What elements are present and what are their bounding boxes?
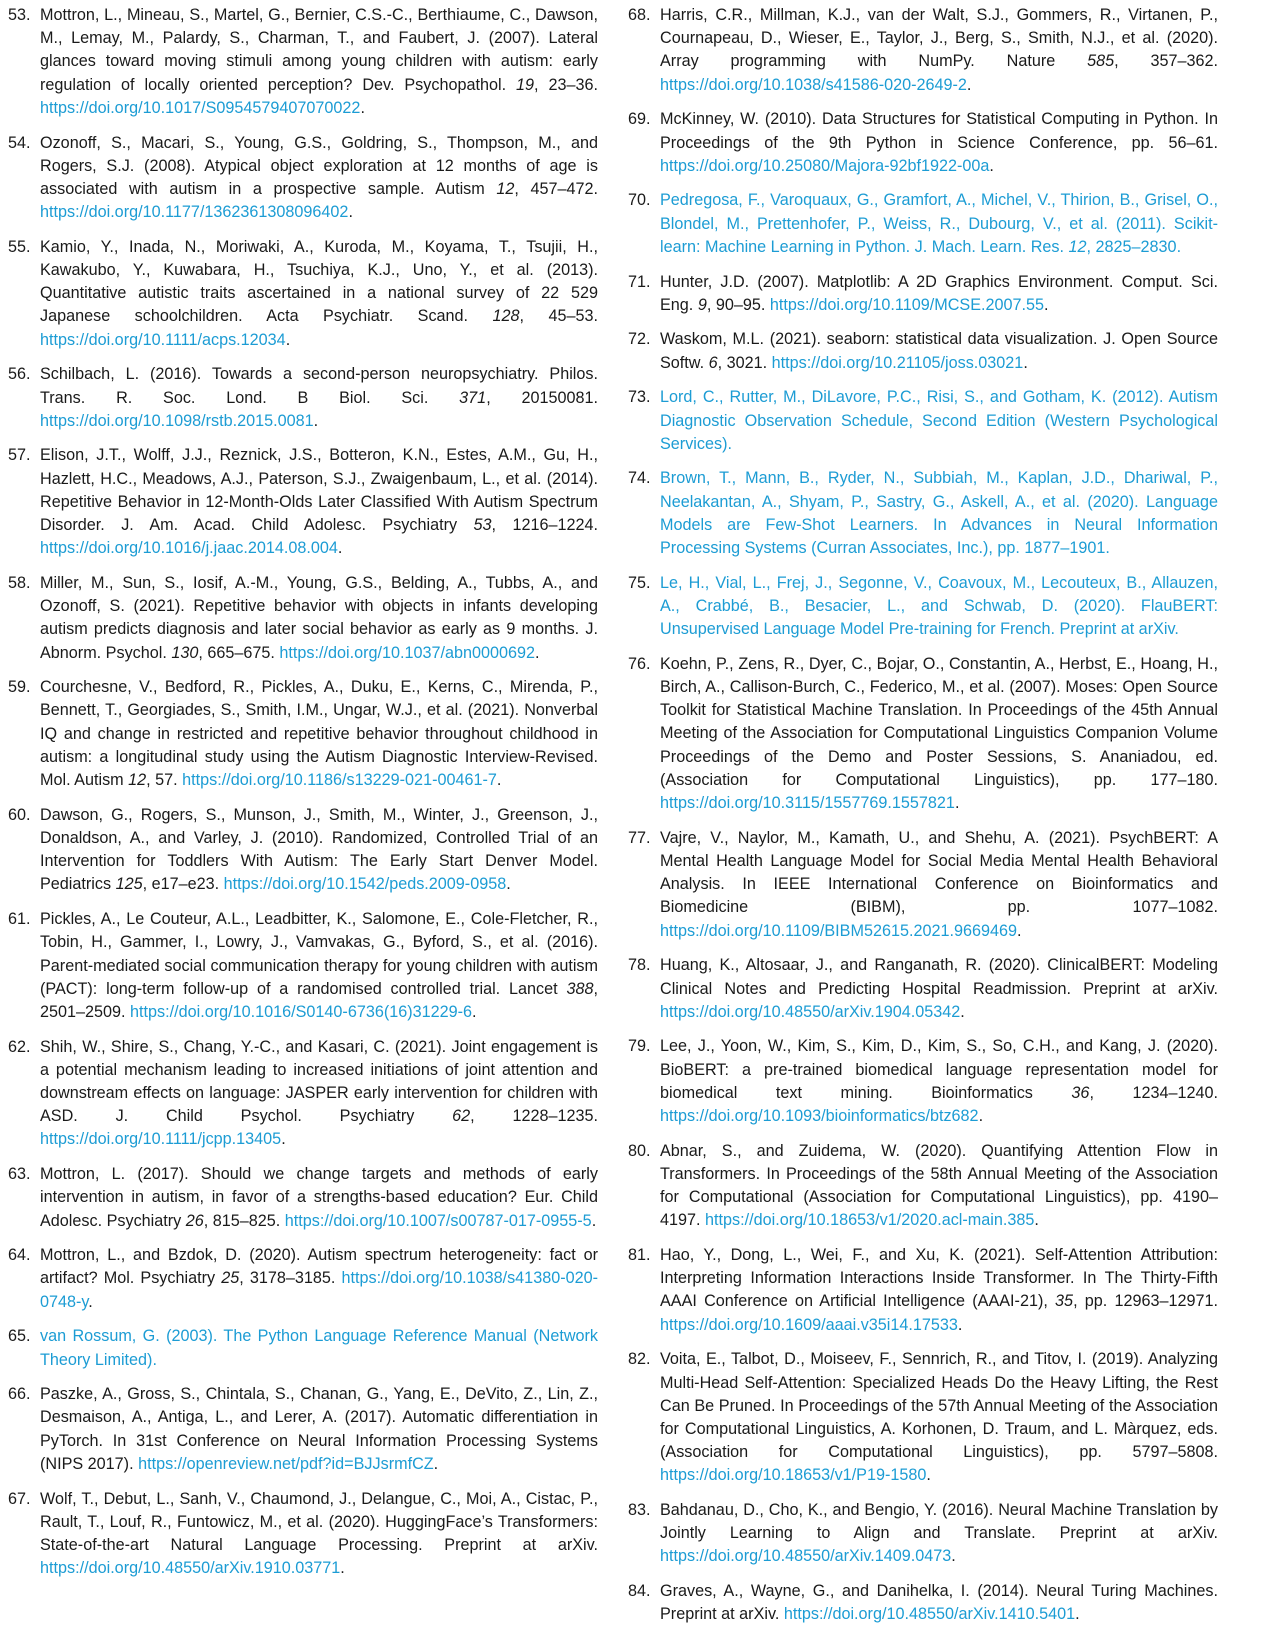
reference-number: 75. — [628, 573, 651, 592]
reference-number: 84. — [628, 1582, 651, 1601]
reference-text — [660, 1035, 1218, 1128]
citation-end: . — [1034, 1211, 1039, 1230]
reference-item — [628, 572, 1218, 642]
citation-text: Pickles, A., Le Couteur, A.L., Leadbitter, K., Salomone, E., Cole-Fletcher, R., Tobin, H., Gammer, I., Lowry, J., Vamvakas, G., Byford, S., et al. (2016). Parent-mediated social communication therapy for young children with autism (PACT): long-term follow-up of a randomised controlled trial. Lancet — [40, 910, 598, 998]
volume-number: 19 — [516, 75, 535, 94]
citation-end: . — [152, 1350, 157, 1369]
reference-item — [628, 827, 1218, 943]
reference-number: 76. — [628, 654, 651, 673]
reference-item — [8, 363, 598, 433]
reference-item — [8, 1036, 598, 1152]
reference-text — [660, 1140, 1218, 1233]
citation-text: Kamio, Y., Inada, N., Moriwaki, A., Kuroda, M., Koyama, T., Tsujii, H., Kawakubo, Y., Kuwabara, H., Tsuchiya, K.J., Uno, Y., et al. (2013). Quantitative autistic traits ascertained in a national survey of 22 529 Japanese schoolchildren. Acta Psychiatr. Scand. — [40, 237, 598, 326]
reference-text — [660, 271, 1218, 317]
citation-end: . — [1105, 539, 1110, 558]
reference-item — [628, 1580, 1218, 1626]
reference-text — [660, 653, 1218, 815]
reference-number: 54. — [8, 133, 31, 152]
doi-link[interactable]: https://doi.org/10.1016/S0140-6736(16)31229-6 — [130, 1002, 473, 1021]
reference-text — [660, 827, 1218, 943]
reference-item — [628, 1140, 1218, 1233]
citation-text: , 815–825. — [203, 1211, 285, 1230]
citation-text: , 90–95. — [706, 295, 770, 314]
citation-end: . — [727, 434, 732, 453]
citation-text: Vajre, V., Naylor, M., Kamath, U., and Shehu, A. (2021). PsychBERT: A Mental Health Language Model for Social Media Mental Health Behavioral Analysis. In IEEE International Conference on Bioinformatics and Biomedicine (BIBM), pp. 1077–1082. — [660, 828, 1218, 917]
reference-link[interactable]: Pedregosa, F., Varoquaux, G., Gramfort, A., Michel, V., Thirion, B., Grisel, O., Blondel, M., Prettenhofer, P., Weiss, R., Dubourg, V., et al. (2011). Scikit-learn: Machine Learning in Python. J. Mach. Learn. Res. — [660, 191, 1218, 256]
citation-text: McKinney, W. (2010). Data Structures for Statistical Computing in Python. In Proceedings of the 9th Python in Science Conference, pp. 56–61. — [660, 110, 1218, 152]
citation-end: . — [1176, 237, 1182, 256]
citation-text: Elison, J.T., Wolff, J.J., Reznick, J.S., Botteron, K.N., Estes, A.M., Gu, H., Hazlett, H.C., Meadows, A.J., Paterson, S.J., Zwaigenbaum, L., et al. (2014). Repetitive Behavior in 12-Month-Olds Later Classified With Autism Spectrum Disorder. J. Am. Acad. Child Adolesc. Psychiatry — [40, 446, 598, 535]
citation-text: Abnar, S., and Zuidema, W. (2020). Quantifying Attention Flow in Transformers. In Proceedings of the 58th Annual Meeting of the Association for Computational (Association for Computational Linguistics), pp. 4190–4197. — [660, 1141, 1218, 1230]
doi-link[interactable]: https://doi.org/10.18653/v1/P19-1580 — [660, 1466, 927, 1485]
reference-item — [8, 1244, 598, 1314]
reference-text — [660, 572, 1218, 642]
reference-number: 82. — [628, 1350, 651, 1369]
citation-end: . — [1023, 353, 1028, 372]
volume-number: 12 — [496, 179, 515, 198]
reference-item — [8, 676, 598, 792]
citation-text: Hao, Y., Dong, L., Wei, F., and Xu, K. (2021). Self-Attention Attribution: Interpreting Information Interactions Inside Transformer. In The Thirty-Fifth AAAI Conference on Artificial Intelligence (AAAI-21), — [660, 1246, 1218, 1311]
citation-text: , 3021. — [717, 353, 772, 372]
reference-text — [660, 328, 1218, 374]
volume-number: 35 — [1055, 1292, 1074, 1311]
doi-link[interactable]: https://openreview.net/pdf?id=BJJsrmfCZ — [138, 1454, 434, 1473]
citation-end: . — [1044, 295, 1049, 314]
citation-text: Huang, K., Altosaar, J., and Ranganath, R. (2020). ClinicalBERT: Modeling Clinical Notes and Predicting Hospital Readmission. Preprint at arXiv. — [660, 956, 1218, 998]
citation-text: , 3178–3185. — [239, 1269, 342, 1288]
reference-text — [40, 676, 598, 792]
citation-end: . — [348, 203, 353, 222]
doi-link[interactable]: https://doi.org/10.48550/arXiv.1904.05342 — [660, 1002, 961, 1021]
reference-item — [628, 954, 1218, 1024]
doi-link[interactable]: https://doi.org/10.1098/rstb.2015.0081 — [40, 411, 314, 430]
reference-link[interactable]: Lord, C., Rutter, M., DiLavore, P.C., Risi, S., and Gotham, K. (2012). Autism Diagnostic Observation Schedule, Second Edition (Western Psychological Services) — [660, 388, 1218, 453]
doi-link[interactable]: https://doi.org/10.48550/arXiv.1910.03771 — [40, 1559, 341, 1578]
reference-text — [660, 1348, 1218, 1487]
reference-item — [628, 386, 1218, 456]
reference-item — [628, 1499, 1218, 1569]
citation-text: Harris, C.R., Millman, K.J., van der Walt, S.J., Gommers, R., Virtanen, P., Cournapeau, D., Wieser, E., Taylor, J., Berg, S., Smith, N.J., et al. (2020). Array programming with NumPy. Nature — [660, 6, 1218, 71]
reference-number: 79. — [628, 1037, 651, 1056]
citation-end: . — [535, 643, 540, 662]
reference-text — [40, 363, 598, 433]
reference-text — [660, 1244, 1218, 1337]
citation-text: Mottron, L., and Bzdok, D. (2020). Autism spectrum heterogeneity: fact or artifact? Mol. Psychiatry — [40, 1246, 598, 1288]
reference-link[interactable]: Le, H., Vial, L., Frej, J., Segonne, V., Coavoux, M., Lecouteux, B., Allauzen, A., Crabbé, B., Besacier, L., and Schwab, D. (2020). FlauBERT: Unsupervised Language Model Pre-training for French. Preprint at arXiv — [660, 573, 1218, 639]
citation-end: . — [506, 875, 511, 894]
reference-item — [8, 236, 598, 352]
reference-number: 81. — [628, 1246, 651, 1265]
reference-number: 66. — [8, 1385, 31, 1404]
reference-number: 72. — [628, 330, 651, 349]
citation-text: , 457–472. — [514, 179, 598, 198]
reference-column-right — [628, 4, 1218, 1638]
citation-end: . — [960, 1002, 965, 1021]
reference-item — [628, 653, 1218, 815]
doi-link[interactable]: https://doi.org/10.1038/s41380-020-0748-y — [40, 1269, 598, 1311]
reference-text — [40, 804, 598, 897]
citation-end: . — [433, 1454, 439, 1473]
reference-number: 69. — [628, 110, 651, 129]
reference-link[interactable]: van Rossum, G. (2003). The Python Language Reference Manual (Network Theory Limited) — [40, 1327, 598, 1369]
doi-link[interactable]: https://doi.org/10.25080/Majora-92bf1922-00a — [660, 156, 990, 175]
doi-link[interactable]: https://doi.org/10.1038/s41586-020-2649-2 — [660, 75, 967, 94]
reference-item — [8, 4, 598, 120]
citation-text: , 357–362. — [1114, 52, 1219, 71]
citation-text: , 1216–1224. — [491, 516, 598, 535]
reference-text — [40, 4, 598, 120]
reference-item — [8, 804, 598, 897]
citation-end: . — [340, 1559, 345, 1578]
doi-link[interactable]: https://doi.org/10.48550/arXiv.1410.5401 — [783, 1605, 1076, 1624]
citation-text: Hunter, J.D. (2007). Matplotlib: A 2D Graphics Environment. Comput. Sci. Eng. — [660, 272, 1218, 314]
reference-text — [40, 908, 598, 1024]
reference-item — [628, 1244, 1218, 1337]
volume-number: 36 — [1071, 1083, 1090, 1102]
reference-text — [40, 132, 598, 225]
citation-text: , 23–36. — [534, 75, 598, 94]
reference-item — [628, 1035, 1218, 1128]
reference-number: 63. — [8, 1165, 31, 1184]
citation-text: Voita, E., Talbot, D., Moiseev, F., Sennrich, R., and Titov, I. (2019). Analyzing Multi-Head Self-Attention: Specialized Heads Do the Heavy Lifting, the Rest Can Be Pruned. In Proceedings of the 57th Annual Meeting of the Association for Computational Linguistics, A. Korhonen, D. Traum, and L. Màrquez, eds. (Association for Computational Linguistics), pp. 5797–5808. — [660, 1350, 1218, 1462]
reference-number: 60. — [8, 805, 31, 824]
reference-item — [8, 444, 598, 560]
doi-link[interactable]: https://doi.org/10.21105/joss.03021 — [771, 353, 1024, 372]
doi-link[interactable]: https://doi.org/10.1037/abn0000692 — [279, 643, 536, 662]
reference-text — [40, 1244, 598, 1314]
citation-end: . — [957, 1315, 963, 1334]
citation-text: Graves, A., Wayne, G., and Danihelka, I. (2014). Neural Turing Machines. Preprint at arXiv. — [660, 1582, 1218, 1624]
citation-text: Lee, J., Yoon, W., Kim, S., Kim, D., Kim, S., So, C.H., and Kang, J. (2020). BioBERT: a pre-trained biomedical language representation model for biomedical text mining. Bioinformatics — [660, 1037, 1218, 1102]
doi-link[interactable]: https://doi.org/10.1109/MCSE.2007.55 — [769, 295, 1045, 314]
reference-number: 56. — [8, 365, 31, 384]
citation-text: , pp. 12963–12971. — [1073, 1292, 1218, 1311]
doi-link[interactable]: https://doi.org/10.1016/j.jaac.2014.08.004 — [40, 539, 338, 558]
citation-text: Paszke, A., Gross, S., Chintala, S., Chanan, G., Yang, E., DeVito, Z., Lin, Z., Desmaison, A., Antiga, L., and Lerer, A. (2017). Automatic differentiation in PyTorch. In 31st Conference on Neural Information Processing Systems (NIPS 2017). — [40, 1385, 598, 1473]
citation-end: . — [313, 411, 319, 430]
reference-link[interactable]: Brown, T., Mann, B., Ryder, N., Subbiah, M., Kaplan, J.D., Dhariwal, P., Neelakantan, A., Shyam, P., Sastry, G., Askell, A., et al. (2020). Language Models are Few-Shot Learners. In Advances in Neural Information Processing Systems (Curran Associates, Inc.), pp. 1877–1901 — [660, 469, 1218, 558]
reference-text — [660, 1580, 1218, 1626]
reference-item — [628, 1348, 1218, 1487]
citation-end: . — [285, 330, 291, 349]
reference-number: 73. — [628, 388, 651, 407]
doi-link[interactable]: https://doi.org/10.3115/1557769.1557821 — [660, 794, 955, 813]
reference-number: 65. — [8, 1327, 31, 1346]
citation-end: . — [337, 539, 343, 558]
reference-text — [40, 1383, 598, 1476]
reference-text — [660, 386, 1218, 456]
citation-text: Ozonoff, S., Macari, S., Young, G.S., Goldring, S., Thompson, M., and Rogers, S.J. (2008). Atypical object exploration at 12 months of age is associated with autism in a prospective sample. Autism — [40, 133, 598, 198]
citation-text: , 1234–1240. — [1089, 1083, 1218, 1102]
citation-text: , e17–e23. — [142, 875, 224, 894]
citation-end: . — [88, 1292, 93, 1311]
reference-number: 67. — [8, 1489, 31, 1508]
citation-text: Bahdanau, D., Cho, K., and Bengio, Y. (2016). Neural Machine Translation by Jointly Learning to Align and Translate. Preprint at arXiv. — [660, 1501, 1218, 1543]
reference-text — [660, 954, 1218, 1024]
citation-text: Miller, M., Sun, S., Iosif, A.-M., Young, G.S., Belding, A., Tubbs, A., and Ozonoff, S. (2021). Repetitive behavior with objects in infants developing autism predicts diagnosis and later social behavior as early as 9 months. J. Abnorm. Psychol. — [40, 573, 598, 662]
volume-number: 53 — [473, 516, 492, 535]
citation-text: , 665–675. — [198, 643, 280, 662]
citation-end: . — [978, 1107, 984, 1126]
citation-text: Mottron, L., Mineau, S., Martel, G., Bernier, C.S.-C., Berthiaume, C., Dawson, M., Lemay, M., Palardy, S., Charman, T., and Faubert, J. (2007). Lateral glances toward moving stimuli among young children with autism: early regulation of locally oriented perception? Dev. Psychopathol. — [40, 6, 598, 94]
citation-text: Wolf, T., Debut, L., Sanh, V., Chaumond, J., Delangue, C., Moi, A., Cistac, P., Rault, T., Louf, R., Funtowicz, M., et al. (2020). HuggingFace’s Transformers: State-of-the-art Natural Language Processing. Preprint at arXiv. — [40, 1489, 598, 1554]
reference-text — [40, 444, 598, 560]
reference-number: 55. — [8, 237, 31, 256]
citation-end: . — [496, 771, 502, 790]
reference-item — [8, 1163, 598, 1233]
citation-end: . — [966, 75, 972, 94]
reference-number: 78. — [628, 956, 651, 975]
reference-item — [8, 1488, 598, 1581]
reference-text — [660, 467, 1218, 560]
doi-link[interactable]: https://doi.org/10.1017/S0954579407070022 — [40, 98, 361, 117]
reference-number: 83. — [628, 1501, 651, 1520]
reference-text — [40, 1325, 598, 1371]
reference-item — [8, 132, 598, 225]
reference-text — [40, 1488, 598, 1581]
doi-link[interactable]: https://doi.org/10.1177/1362361308096402 — [40, 203, 349, 222]
volume-number: 130 — [171, 643, 199, 662]
citation-end: . — [926, 1466, 931, 1485]
volume-number: 25 — [221, 1269, 240, 1288]
doi-link[interactable]: https://doi.org/10.1007/s00787-017-0955-5 — [284, 1211, 592, 1230]
reference-item — [628, 189, 1218, 259]
citation-end: . — [954, 794, 960, 813]
volume-number: 9 — [697, 295, 707, 314]
reference-text — [660, 1499, 1218, 1569]
reference-number: 64. — [8, 1246, 31, 1265]
reference-number: 74. — [628, 469, 651, 488]
reference-item — [8, 908, 598, 1024]
reference-item — [628, 328, 1218, 374]
citation-end: . — [591, 1211, 597, 1230]
doi-link[interactable]: https://doi.org/10.18653/v1/2020.acl-main.385 — [705, 1211, 1035, 1230]
citation-end: . — [1174, 620, 1179, 639]
volume-number: 125 — [115, 875, 143, 894]
reference-number: 68. — [628, 6, 651, 24]
reference-number: 70. — [628, 191, 651, 210]
reference-number: 71. — [628, 272, 651, 291]
doi-link[interactable]: https://doi.org/10.48550/arXiv.1409.0473 — [660, 1547, 952, 1566]
reference-column-left — [8, 4, 598, 1592]
volume-number[interactable]: 12 — [1068, 237, 1087, 256]
reference-text — [40, 572, 598, 665]
citation-text: Dawson, G., Rogers, S., Munson, J., Smith, M., Winter, J., Greenson, J., Donaldson, A., and Varley, J. (2010). Randomized, Controlled Trial of an Intervention for Toddlers With Autism: The Early Start Denver Model. Pediatrics — [40, 805, 598, 894]
citation-end: . — [1075, 1605, 1080, 1624]
reference-number: 53. — [8, 6, 31, 24]
reference-text — [660, 108, 1218, 178]
reference-link[interactable]: , 2825–2830 — [1086, 237, 1177, 256]
citation-end: . — [989, 156, 994, 175]
reference-item — [628, 467, 1218, 560]
citation-end: . — [1017, 921, 1022, 940]
reference-text — [40, 1163, 598, 1233]
volume-number: 585 — [1087, 52, 1115, 71]
reference-item — [628, 4, 1218, 97]
volume-number: 388 — [566, 979, 594, 998]
citation-text: Waskom, M.L. (2021). seaborn: statistical data visualization. J. Open Source Softw. — [660, 330, 1218, 372]
citation-text: Mottron, L. (2017). Should we change targets and methods of early intervention in autism, in favor of a strengths-based education? Eur. Child Adolesc. Psychiatry — [40, 1165, 598, 1230]
volume-number: 62 — [452, 1107, 471, 1126]
citation-end: . — [281, 1130, 286, 1149]
volume-number: 371 — [459, 388, 487, 407]
citation-text: , 20150081. — [486, 388, 598, 407]
reference-item — [8, 1383, 598, 1476]
volume-number: 26 — [185, 1211, 204, 1230]
volume-number: 6 — [708, 353, 718, 372]
citation-text: Courchesne, V., Bedford, R., Pickles, A., Duku, E., Kerns, C., Mirenda, P., Bennett, T., Georgiades, S., Smith, I.M., Ungar, W.J., et al. (2021). Nonverbal IQ and change in restricted and repetitive behavior throughout childhood in autism: a longitudinal study using the Autism Diagnostic Interview-Revised. Mol. Autism — [40, 678, 598, 790]
doi-link[interactable]: https://doi.org/10.1609/aaai.v35i14.17533 — [660, 1315, 958, 1334]
citation-end: . — [951, 1547, 956, 1566]
reference-item — [8, 572, 598, 665]
reference-number: 58. — [8, 573, 31, 592]
citation-text: Schilbach, L. (2016). Towards a second-person neuropsychiatry. Philos. Trans. R. Soc. Lond. B Biol. Sci. — [40, 365, 598, 407]
reference-number: 57. — [8, 446, 31, 465]
doi-link[interactable]: https://doi.org/10.1186/s13229-021-00461-7 — [182, 771, 497, 790]
doi-link[interactable]: https://doi.org/10.1109/BIBM52615.2021.9669469 — [660, 921, 1018, 940]
doi-link[interactable]: https://doi.org/10.1111/acps.12034 — [40, 330, 286, 349]
citation-end: . — [360, 98, 365, 117]
reference-text — [40, 236, 598, 352]
reference-item — [628, 108, 1218, 178]
citation-text: Shih, W., Shire, S., Chang, Y.-C., and Kasari, C. (2021). Joint engagement is a potential mechanism leading to increased initiations of joint attention and downstream effects on language: JASPER early intervention for children with ASD. J. Child Psychol. Psychiatry — [40, 1037, 598, 1126]
reference-text — [40, 1036, 598, 1152]
reference-text — [660, 4, 1218, 97]
doi-link[interactable]: https://doi.org/10.1542/peds.2009-0958 — [223, 875, 507, 894]
doi-link[interactable]: https://doi.org/10.1093/bioinformatics/btz682 — [660, 1107, 979, 1126]
citation-text: , 1228–1235. — [470, 1107, 598, 1126]
reference-number: 80. — [628, 1141, 651, 1160]
citation-text: , 2501–2509. — [40, 979, 598, 1021]
volume-number: 128 — [492, 307, 520, 326]
reference-item — [8, 1325, 598, 1371]
citation-text: Koehn, P., Zens, R., Dyer, C., Bojar, O., Constantin, A., Herbst, E., Hoang, H., Birch, A., Callison-Burch, C., Federico, M., et al. (2007). Moses: Open Source Toolkit for Statistical Machine Translation. In Proceedings of the 45th Annual Meeting of the Association for Computational Linguistics Companion Volume Proceedings of the Demo and Poster Sessions, S. Ananiadou, ed. (Association for Computational Linguistics), pp. 177–180. — [660, 654, 1218, 789]
reference-number: 59. — [8, 678, 31, 697]
reference-number: 62. — [8, 1037, 31, 1056]
doi-link[interactable]: https://doi.org/10.1111/jcpp.13405 — [40, 1130, 282, 1149]
volume-number: 12 — [128, 771, 147, 790]
reference-number: 61. — [8, 910, 31, 929]
reference-number: 77. — [628, 828, 651, 847]
reference-item — [628, 271, 1218, 317]
citation-end: . — [472, 1002, 477, 1021]
citation-text: , 57. — [146, 771, 183, 790]
citation-text: , 45–53. — [519, 307, 598, 326]
reference-text — [660, 189, 1218, 259]
